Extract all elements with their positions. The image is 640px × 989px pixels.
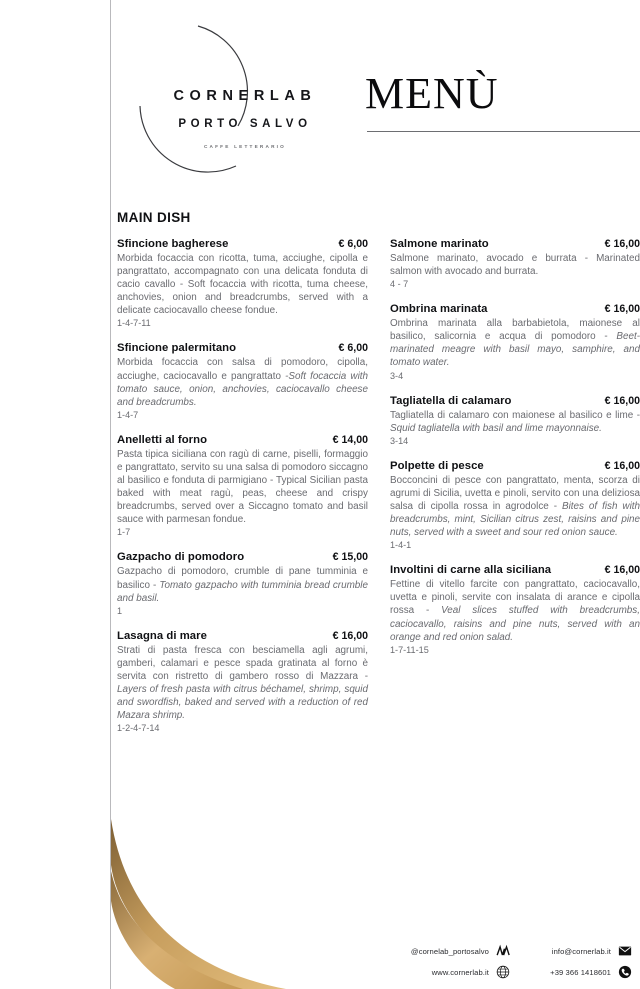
- dish-header: [390, 395, 640, 407]
- dish-allergens: 3-4: [390, 370, 404, 381]
- dish-price: € 15,00: [332, 551, 368, 564]
- dish-item: [117, 238, 368, 329]
- dish-item: [117, 551, 368, 616]
- dish-name: Gazpacho di pomodoro: [117, 551, 245, 564]
- dish-price: € 6,00: [338, 342, 368, 355]
- dish-description-it: Bocconcini di pesce con pangrattato, menta, scorza di agrumi di Sicilia, uvetta e pinoli, servito con una deliziosa salsa di cipolla rossa in agrodolce -: [390, 474, 640, 512]
- dish-description-it: Fettine di vitello farcite con pangrattato, caciocavallo, uvetta e pinoli, servite con insalata di arance e cipolla rossa -: [390, 579, 640, 617]
- envelope-icon: [618, 944, 632, 958]
- dish-allergens: 1: [117, 605, 123, 616]
- dish-item: [390, 303, 640, 381]
- dish-description-it: Tagliatella di calamaro con maionese al basilico e lime -: [390, 409, 640, 421]
- dish-description: [390, 474, 640, 539]
- dish-description: [390, 317, 640, 369]
- dish-price: € 16,00: [604, 394, 640, 407]
- dish-allergens: 1-7: [117, 527, 131, 538]
- dish-description-en: -Soft focaccia with tomato sauce, onion, anchovies, caciocavallo cheese and breadcrumbs.: [117, 370, 368, 408]
- dish-allergens: 1-4-7: [117, 409, 139, 420]
- dish-header: [390, 564, 640, 576]
- phone-number: +39 366 1418601: [550, 967, 611, 977]
- website-contact[interactable]: [382, 965, 510, 979]
- dish-price: € 16,00: [604, 564, 640, 577]
- dish-name: Ombrina marinata: [390, 303, 488, 316]
- instagram-mark-icon: [496, 944, 510, 958]
- dish-header: [390, 460, 640, 472]
- dish-name: Tagliatella di calamaro: [390, 394, 512, 407]
- phone-icon: [618, 965, 632, 979]
- globe-icon: [496, 965, 510, 979]
- dish-description-en: Bites of fish with breadcrumbs, mint, Sicilian citrus zest, raisins and pine nuts, served with a sweet and sour red onion sauce.: [390, 500, 640, 539]
- dish-header: [117, 434, 368, 446]
- dish-name: Involtini di carne alla siciliana: [390, 564, 552, 577]
- instagram-contact[interactable]: [382, 944, 510, 958]
- dish-price: € 14,00: [332, 433, 368, 446]
- dish-description-it: Ombrina marinata alla barbabietola, maionese al basilico, salicornia e acqua di pomodoro -: [390, 318, 640, 343]
- dish-description: [390, 252, 640, 278]
- dish-description-en: Veal slices stuffed with breadcrumbs, caciocavallo, raisins and pine nuts, served with an orange and red onion salad.: [390, 605, 640, 643]
- dish-allergens: 1-7-11-15: [390, 644, 429, 655]
- dish-description-it: Morbida focaccia con ricotta, tuma, acciughe, cipolla e pangrattato, accompagnato con una delicata fonduta di cacio cavallo -: [117, 253, 368, 291]
- dish-item: [117, 342, 368, 420]
- dish-description-en: Beet-marinated meagre with basil mayo, samphire, and tomato water.: [390, 331, 640, 369]
- dish-description: [117, 356, 368, 408]
- gold-corner-ornament: [111, 779, 301, 989]
- gold-swoosh-icon: [111, 779, 301, 989]
- dish-header: [117, 551, 368, 563]
- brand-subtitle: PORTO SALVO: [178, 118, 312, 130]
- title-underline: [367, 131, 640, 132]
- dish-allergens: 4 - 7: [390, 279, 409, 290]
- dish-description-en: Layers of fresh pasta with citrus béchamel, shrimp, squid and swordfish, baked and served with a reduction of red Mazara shrimp.: [117, 683, 368, 722]
- dish-header: [390, 238, 640, 250]
- dish-description-en: Typical Sicilian pasta baked with meat ragù, peas, cheese and crispy breadcrumbs, served over a Siccagno tomato and basil sauce with parmesan fondue.: [117, 475, 368, 526]
- dish-description-en: Tomato gazpacho with tumminia bread crumble and basil.: [117, 579, 368, 604]
- brand-name: CORNERLAB: [173, 88, 317, 104]
- dish-description-en: Soft focaccia with ricotta, tuma cheese, anchovies, onion and breadcrumbs, served with a delicate caciocavallo cheese fondue.: [117, 279, 369, 317]
- website-url: www.cornerlab.it: [431, 967, 489, 977]
- dish-header: [117, 630, 368, 642]
- dish-price: € 16,00: [604, 238, 640, 250]
- dish-description: [390, 578, 640, 643]
- dish-column-right: [390, 238, 640, 669]
- dish-description: [117, 448, 368, 527]
- dish-header: [117, 238, 368, 250]
- dish-description-it: Strati di pasta fresca con besciamella agli agrumi, gamberi, calamari e pesce spada gratinata al forno è servita con ristretto di gambero rosso di Mazzara -: [117, 644, 368, 682]
- dish-name: Polpette di pesce: [390, 459, 484, 472]
- footer-contacts: [382, 944, 632, 979]
- dish-description-en: Marinated salmon with avocado and burrata.: [390, 253, 640, 278]
- dish-allergens: 3-14: [390, 435, 409, 446]
- dish-item: [390, 564, 640, 655]
- dish-description-it: Morbida focaccia con salsa di pomodoro, cipolla, acciughe, caciocavallo e pangrattato: [117, 357, 368, 382]
- dish-item: [117, 434, 368, 539]
- dish-description: [117, 644, 368, 723]
- page-title: MENÙ: [365, 69, 499, 118]
- dish-allergens: 1-2-4-7-14: [117, 723, 160, 734]
- instagram-handle: @cornelab_portosalvo: [410, 946, 489, 956]
- dish-price: € 16,00: [604, 459, 640, 472]
- phone-contact[interactable]: [520, 965, 632, 979]
- footer-row-2: [382, 965, 632, 979]
- dish-description-en: Squid tagliatella with basil and lime mayonnaise.: [390, 422, 602, 434]
- brand-logo: [120, 8, 370, 188]
- dish-allergens: 1-4-7-11: [117, 318, 151, 329]
- dish-item: [390, 460, 640, 551]
- dish-allergens: 1-4-1: [390, 540, 412, 551]
- dish-price: € 6,00: [338, 238, 368, 250]
- dish-description: [390, 409, 640, 435]
- email-contact[interactable]: [520, 944, 632, 958]
- dish-item: [390, 395, 640, 447]
- dish-item: [117, 630, 368, 735]
- dish-name: Sfincione bagherese: [117, 238, 229, 250]
- dish-description: [117, 565, 368, 604]
- email-address: info@cornerlab.it: [551, 946, 611, 956]
- dish-name: Anelletti al forno: [117, 433, 208, 446]
- dish-name: Sfincione palermitano: [117, 342, 237, 355]
- dish-description-it: Salmone marinato, avocado e burrata -: [390, 253, 597, 264]
- section-title: MAIN DISH: [117, 210, 191, 225]
- footer-row-1: [382, 944, 632, 958]
- dish-price: € 16,00: [604, 303, 640, 316]
- menu-header: [110, 0, 640, 198]
- dish-description-it: Gazpacho di pomodoro, crumble di pane tumminia e basilico -: [117, 566, 368, 591]
- dish-header: [117, 342, 368, 354]
- brand-tagline: CAFFE LETTERARIO: [203, 144, 287, 149]
- dish-column-left: [117, 238, 368, 747]
- dish-description: [117, 252, 368, 317]
- dish-name: Lasagna di mare: [117, 629, 207, 642]
- dish-name: Salmone marinato: [390, 238, 489, 250]
- dish-description-it: Pasta tipica siciliana con ragù di carne, piselli, formaggio e pangrattato, servito su una salsa di pomodoro siccagno al basilico e fonduta di parmigiano -: [117, 448, 368, 487]
- dish-header: [390, 303, 640, 315]
- dish-item: [390, 238, 640, 290]
- dish-price: € 16,00: [332, 629, 368, 642]
